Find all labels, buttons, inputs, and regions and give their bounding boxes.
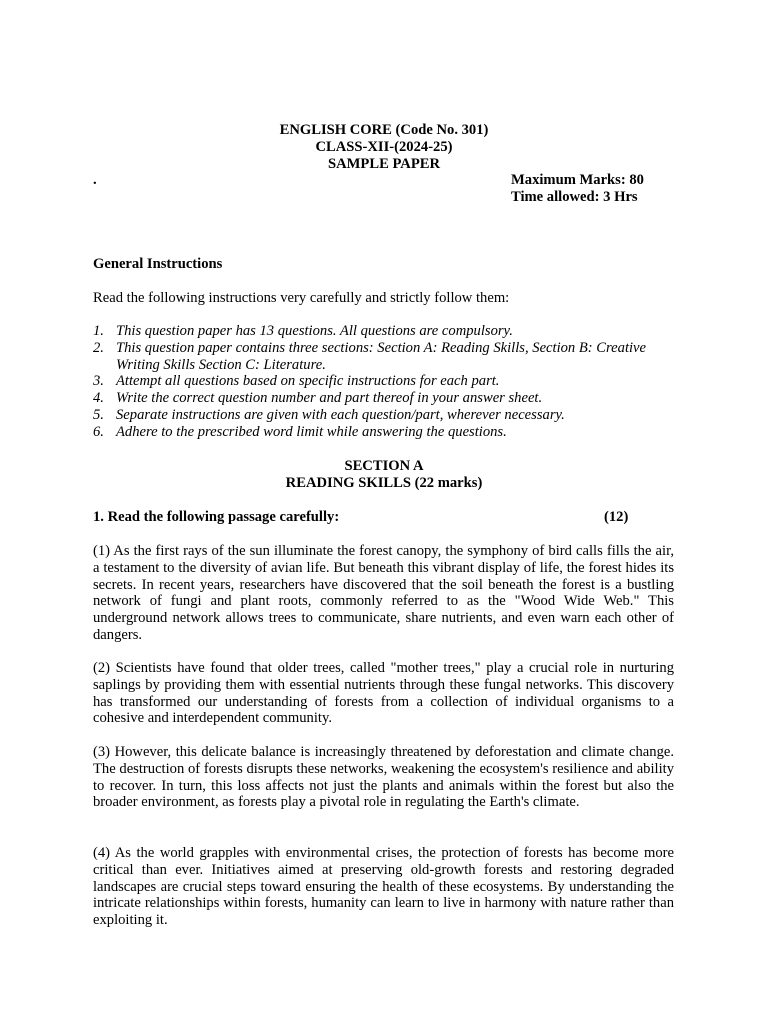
time-allowed: Time allowed: 3 Hrs <box>511 189 638 205</box>
maximum-marks: Maximum Marks: 80 <box>511 172 644 188</box>
instruction-item: 5. Separate instructions are given with each question/part, wherever necessary. <box>93 406 565 423</box>
class-line: CLASS-XII-(2024-25) <box>315 139 453 155</box>
header-dot: . <box>93 172 97 188</box>
section-a-title: SECTION A <box>344 458 424 474</box>
passage-paragraph-1: (1) As the first rays of the sun illuminate the forest canopy, the symphony of bird calls fills the air, a testament to the diversity of avian life. But beneath this vibrant display of life, the forest hides its secrets. In recent years, researchers have discovered that the soil beneath the forest is a bustling network of fungi and plant roots, commonly referred to as the "Wood Wide Web." This underground network allows trees to communicate, share nutrients, and even warn each other of dangers. <box>93 543 674 643</box>
instruction-item: 6. Adhere to the prescribed word limit while answering the questions. <box>93 423 507 440</box>
question-1-marks: (12) <box>604 509 629 525</box>
instruction-item: 2. This question paper contains three sections: Section A: Reading Skills, Section B: Creative Writing Skills Section C: Literature. <box>93 339 647 373</box>
paper-title: ENGLISH CORE (Code No. 301) <box>279 122 489 138</box>
instructions-list <box>93 323 653 441</box>
instruction-item: 1. This question paper has 13 questions. All questions are compulsory. <box>93 323 513 339</box>
question-1-prompt: 1. Read the following passage carefully: <box>93 509 340 525</box>
instruction-item: 3. Attempt all questions based on specific instructions for each part. <box>93 373 500 390</box>
passage-paragraph-3: (3) However, this delicate balance is increasingly threatened by deforestation and climate change. The destruction of forests disrupts these networks, weakening the ecosystem's resilience and ability to recover. In turn, this loss affects not just the plants and animals within the forest but also the broader environment, as forests play a pivotal role in regulating the Earth's climate. <box>93 744 674 811</box>
instruction-item: 4. Write the correct question number and part thereof in your answer sheet. <box>93 390 543 407</box>
section-a-subtitle: READING SKILLS (22 marks) <box>285 475 483 491</box>
instructions-intro: Read the following instructions very carefully and strictly follow them: <box>93 290 510 306</box>
general-instructions-heading: General Instructions <box>93 256 223 272</box>
passage-paragraph-2: (2) Scientists have found that older trees, called "mother trees," play a crucial role in nurturing saplings by providing them with essential nutrients through these fungal networks. This discovery has transformed our understanding of forests from a collection of individual organisms to a cohesive and interdependent community. <box>93 660 674 727</box>
paper-type: SAMPLE PAPER <box>327 156 441 172</box>
passage-paragraph-4: (4) As the world grapples with environmental crises, the protection of forests has become more critical than ever. Initiatives aimed at preserving old-growth forests and restoring degraded landscapes are crucial steps toward ensuring the health of these ecosystems. By understanding the intricate relationships within forests, humanity can learn to live in harmony with nature rather than exploiting it. <box>93 845 674 929</box>
